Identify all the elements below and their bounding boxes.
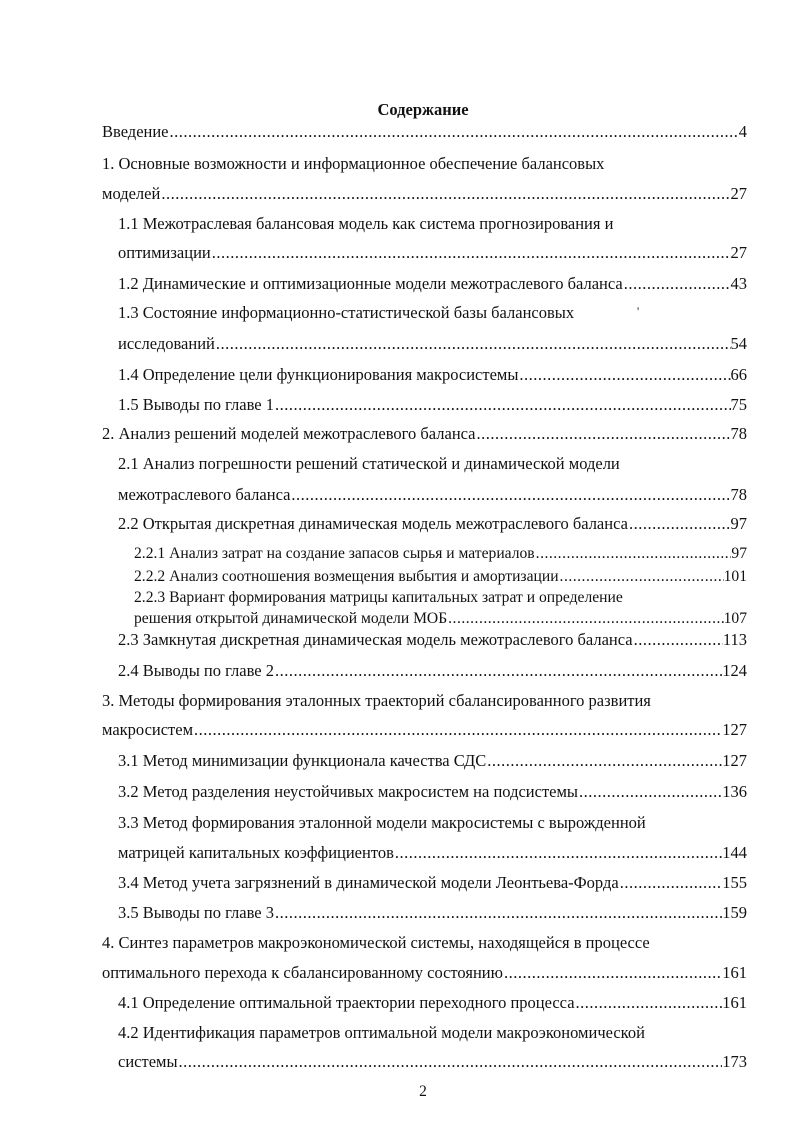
toc-entry-2-2-3-line-2[interactable] [134,609,747,629]
toc-entry-page: 78 [730,424,747,443]
toc-entry-chapter-4-line-2[interactable] [102,962,747,984]
toc-entry-chapter-2[interactable] [102,423,747,445]
toc-entry-title: 1.3 Состояние информационно-статистической базы балансовых [118,303,575,322]
toc-entry-title: оптимизации [118,243,211,262]
dot-leader [619,872,723,894]
toc-entry-title: межотраслевого баланса [118,485,291,504]
toc-entry-title: 1.4 Определение цели функционирования макросистемы [118,365,519,384]
toc-entry-page: 107 [723,610,747,627]
toc-entry-title: 2.1 Анализ погрешности решений статической и динамической модели [118,454,620,473]
dot-leader [394,842,722,864]
page-number: 2 [419,1083,427,1100]
toc-entry-page: 78 [730,485,747,504]
toc-entry-1-1-line-2[interactable] [118,242,747,264]
toc-entry-page: 27 [730,184,747,203]
toc-entry-page: 75 [730,395,747,414]
dot-leader [628,513,731,535]
toc-entry-page: 54 [730,334,747,353]
toc-entry-2-2[interactable] [118,513,747,535]
toc-entry-3-2[interactable] [118,781,747,803]
toc-entry-page: 124 [722,661,747,680]
toc-entry-2-1-line-2[interactable] [118,484,747,506]
toc-entry-title: 2. Анализ решений моделей межотраслевого баланса [102,424,476,443]
toc-entry-3-3-line-1[interactable] [118,812,793,834]
dot-leader [215,333,731,355]
dot-leader [290,484,730,506]
toc-entry-title: оптимального перехода к сбалансированному состоянию [102,963,503,982]
toc-entry-title: 2.3 Замкнутая дискретная динамическая модель межотраслевого баланса [118,630,633,649]
toc-entry-title: 4. Синтез параметров макроэкономической системы, находящейся в процессе [102,933,650,952]
toc-entry-title: 3.4 Метод учета загрязнений в динамической модели Леонтьева-Форда [118,873,619,892]
toc-entry-1-1-line-1[interactable] [118,213,793,235]
toc-entry-page: 66 [730,365,747,384]
toc-entry-1-5[interactable] [118,394,747,416]
toc-entry-page: 113 [722,630,747,649]
toc-entry-title: 2.4 Выводы по главе 2 [118,661,274,680]
toc-entry-page: 127 [722,751,747,770]
toc-entry-title: макросистем [102,720,194,739]
toc-entry-chapter-1-line-1[interactable] [102,153,793,175]
toc-entry-title: 2.2.3 Вариант формирования матрицы капитальных затрат и определение [134,589,623,606]
toc-entry-2-4[interactable] [118,660,747,682]
toc-entry-1-3-line-2[interactable] [118,333,747,355]
dot-leader [274,394,731,416]
toc-entry-page: 4 [738,122,747,141]
dot-leader [575,992,723,1014]
toc-entry-1-2[interactable] [118,273,747,295]
toc-entry-page: 161 [722,963,747,982]
dot-leader [503,962,722,984]
dot-leader [211,242,731,264]
toc-entry-title: 4.2 Идентификация параметров оптимальной модели макроэкономической [118,1023,645,1042]
toc-entry-page: 127 [722,720,747,739]
toc-entry-page: 136 [722,782,747,801]
toc-entry-4-2-line-2[interactable] [118,1051,747,1073]
dot-leader [447,609,723,629]
toc-entry-2-3[interactable] [118,629,747,651]
toc-entry-page: 97 [730,514,747,533]
toc-entry-3-5[interactable] [118,902,747,924]
dot-leader [623,273,731,295]
toc-entry-page: 155 [722,873,747,892]
dot-leader [518,364,730,386]
toc-entry-1-3-line-1[interactable] [118,302,793,324]
toc-entry-page: 43 [730,274,747,293]
toc-entry-title: 3.5 Выводы по главе 3 [118,903,274,922]
toc-entry-title: моделей [102,184,161,203]
toc-entry-page: 27 [730,243,747,262]
toc-entry-page: 161 [722,993,747,1012]
dot-leader [535,544,732,564]
toc-entry-title: 2.2 Открытая дискретная динамическая модель межотраслевого баланса [118,514,628,533]
dot-leader [274,902,722,924]
toc-entry-title: 3.2 Метод разделения неустойчивых макросистем на подсистемы [118,782,579,801]
dot-leader [633,629,723,651]
dot-leader [160,183,730,205]
toc-entry-title: системы [118,1052,178,1071]
toc-entry-chapter-1-line-2[interactable] [102,183,747,205]
toc-entry-title: 4.1 Определение оптимальной траектории переходного процесса [118,993,575,1012]
toc-heading: Содержание [377,100,469,119]
toc-entry-title: 1.5 Выводы по главе 1 [118,395,274,414]
toc-entry-3-3-line-2[interactable] [118,842,747,864]
toc-entry-4-2-line-1[interactable] [118,1022,793,1044]
toc-entry-title: решения открытой динамической модели МОБ [134,610,448,627]
toc-entry-2-2-2[interactable] [134,567,747,587]
toc-entry-title: 2.2.1 Анализ затрат на создание запасов сырья и материалов [134,545,535,562]
toc-entry-introduction[interactable] [102,121,747,143]
dot-leader [559,567,724,587]
toc-entry-title: исследований [118,334,215,353]
toc-entry-title: 3.1 Метод минимизации функционала качества СДС [118,751,487,770]
toc-entry-chapter-3-line-2[interactable] [102,719,747,741]
dot-leader [169,121,739,143]
dot-leader [178,1051,723,1073]
toc-entry-page: 101 [723,568,747,585]
toc-entry-title: Введение [102,122,169,141]
toc-entry-title: 2.2.2 Анализ соотношения возмещения выбытия и амортизации [134,568,559,585]
toc-entry-title: 3.3 Метод формирования эталонной модели макросистемы с вырожденной [118,813,646,832]
toc-entry-title: 1.2 Динамические и оптимизационные модели межотраслевого баланса [118,274,623,293]
stray-mark: ' [637,304,640,318]
toc-entry-title: 3. Методы формирования эталонных траекторий сбалансированного развития [102,691,651,710]
toc-entry-2-1-line-1[interactable] [118,453,793,475]
toc-entry-2-2-3-line-1[interactable] [134,588,793,608]
dot-leader [486,750,722,772]
toc-entry-title: матрицей капитальных коэффициентов [118,843,394,862]
toc-entry-page: 144 [722,843,747,862]
toc-entry-2-2-1[interactable] [134,544,747,564]
dot-leader [476,423,731,445]
toc-entry-page: 173 [722,1052,747,1071]
toc-entry-chapter-3-line-1[interactable] [102,690,793,712]
toc-entry-4-1[interactable] [118,992,747,1014]
dot-leader [193,719,722,741]
toc-entry-page: 97 [731,545,747,562]
toc-entry-chapter-4-line-1[interactable] [102,932,793,954]
toc-entry-title: 1.1 Межотраслевая балансовая модель как система прогнозирования и [118,214,614,233]
toc-entry-page: 159 [722,903,747,922]
toc-entry-1-4[interactable] [118,364,747,386]
toc-entry-title: 1. Основные возможности и информационное обеспечение балансовых [102,154,605,173]
dot-leader [578,781,722,803]
dot-leader [274,660,722,682]
toc-entry-3-1[interactable] [118,750,747,772]
toc-entry-3-4[interactable] [118,872,747,894]
